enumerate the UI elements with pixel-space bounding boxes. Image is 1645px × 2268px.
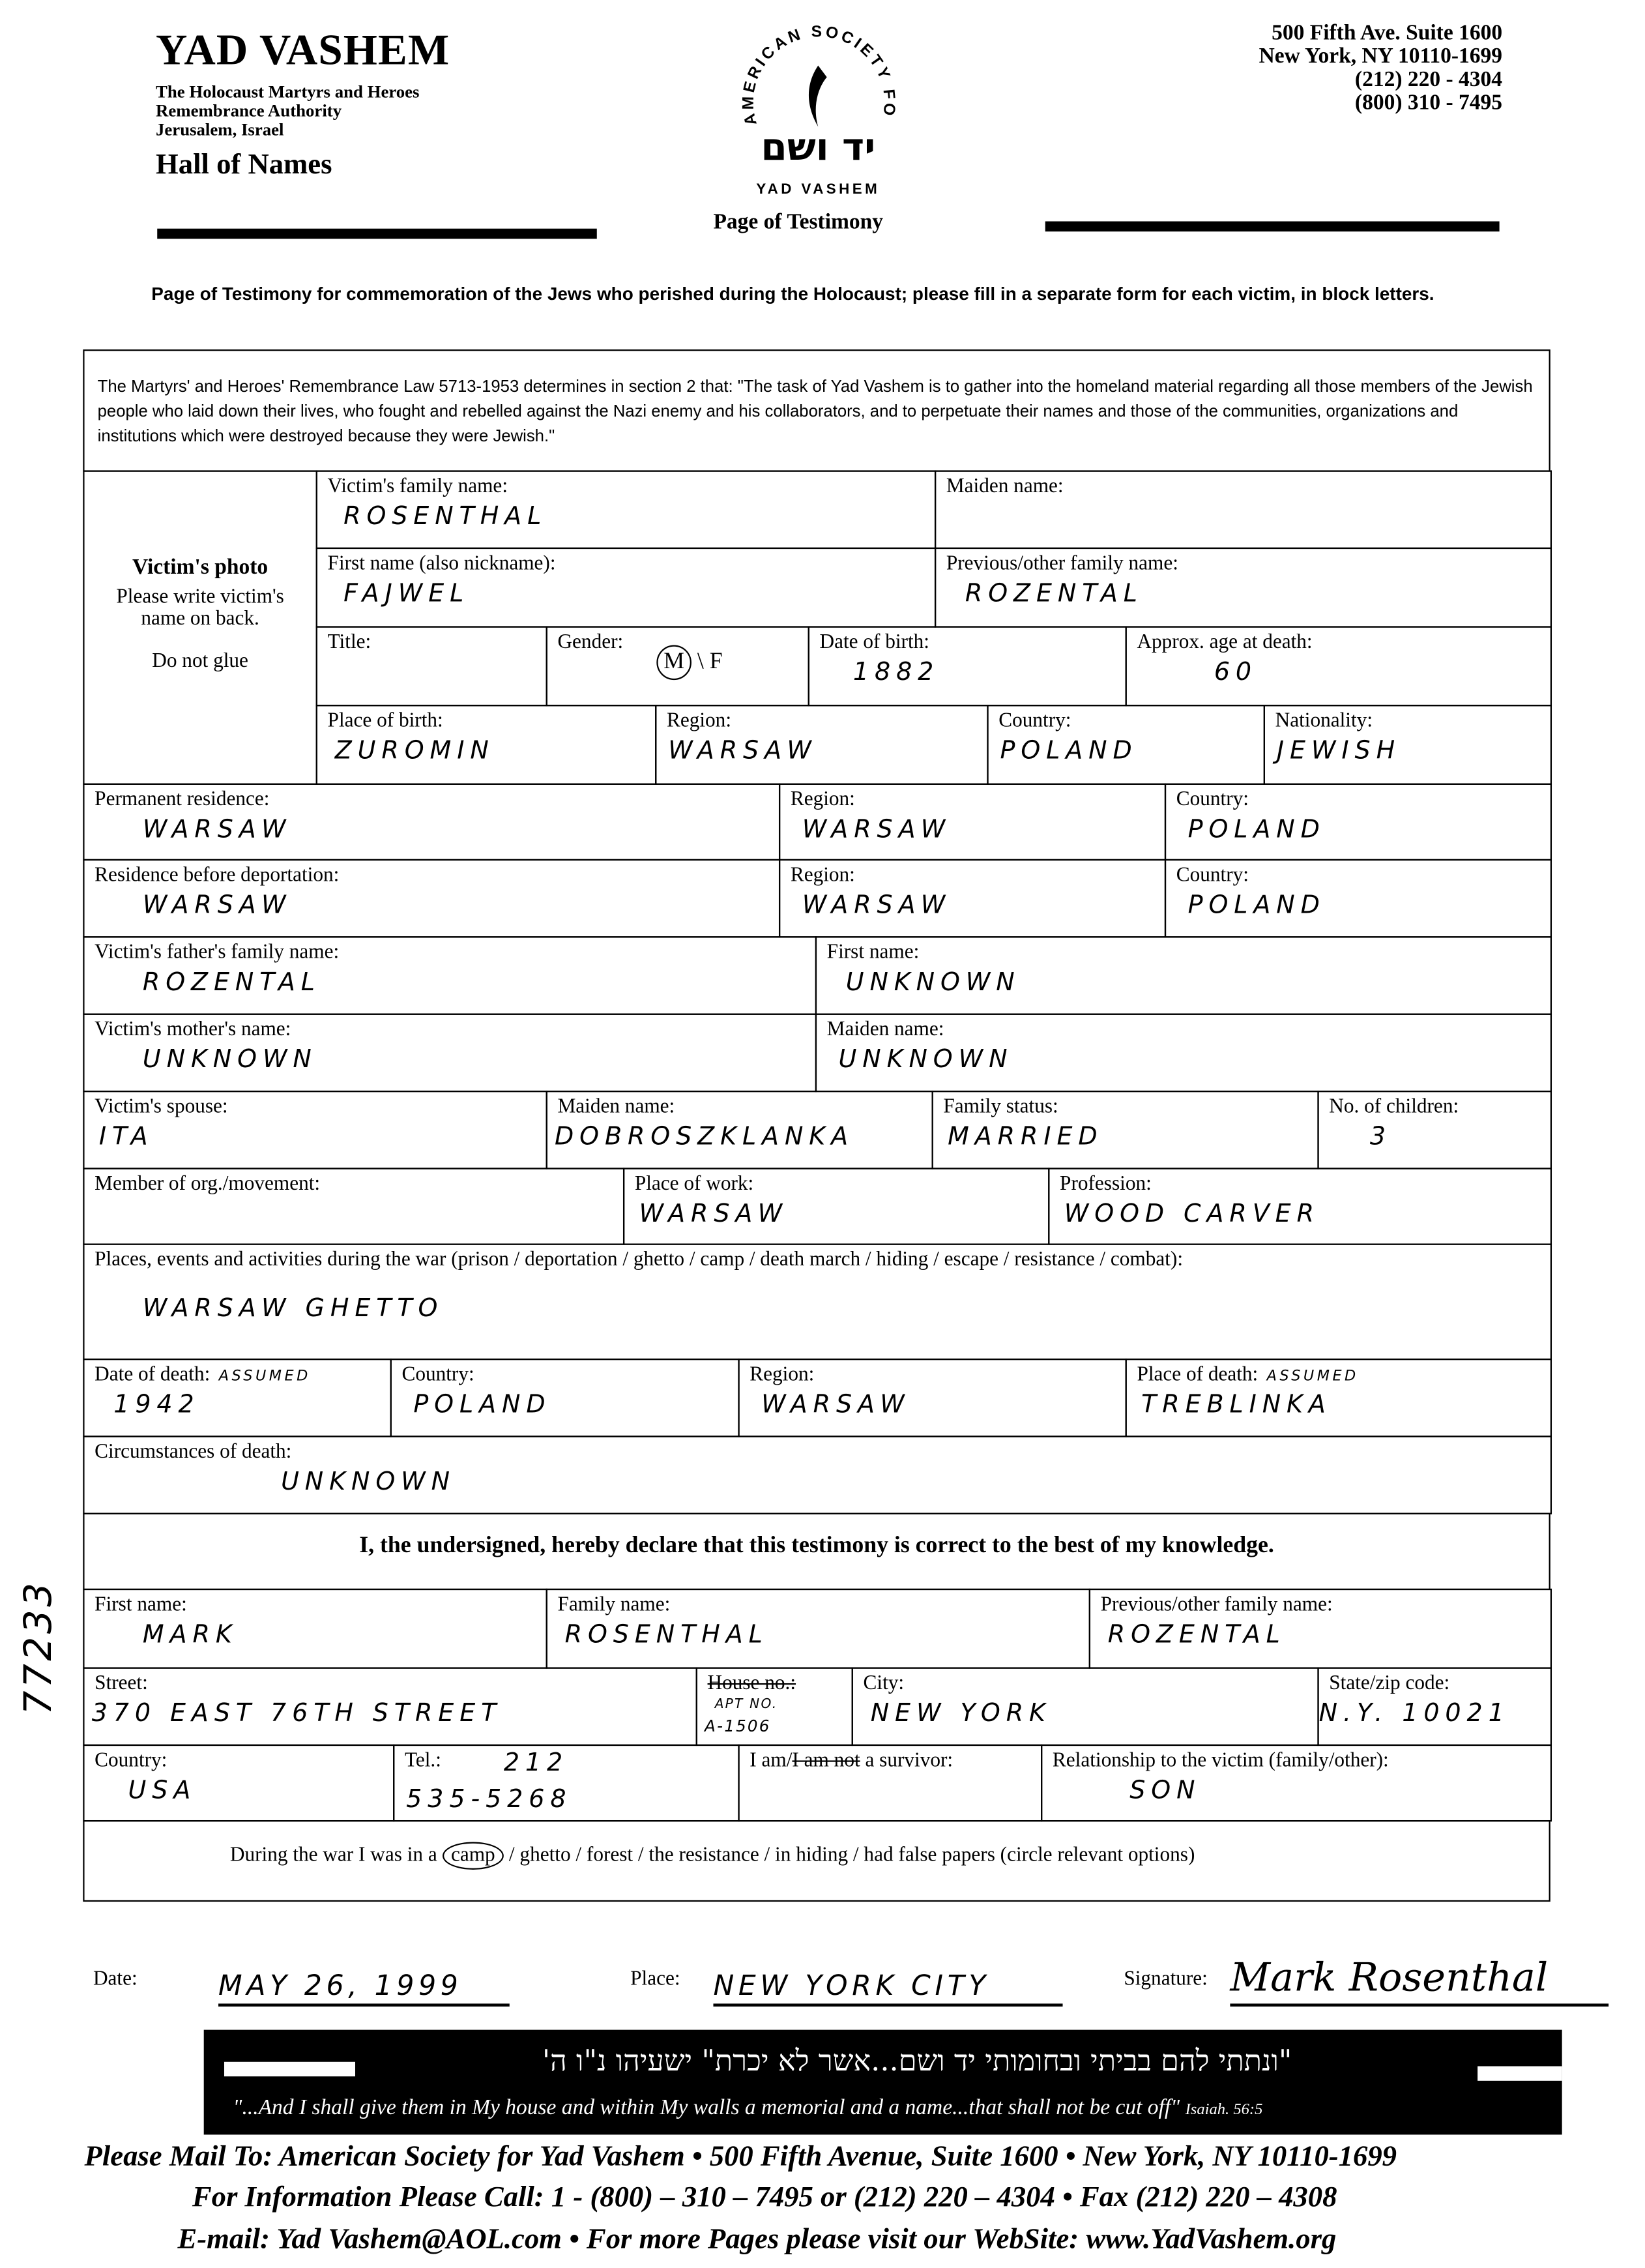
field-label: Victim's family name: <box>327 476 508 498</box>
footer-mail: Please Mail To: American Society for Yad Vashem • 500 Fifth Avenue, Suite 1600 • New York, NY 10110-1699 <box>84 2140 1397 2173</box>
field-label: Places, events and activities during the war (prison / deportation / ghetto / camp / death march / hiding / escape / resistance / combat): <box>95 1249 1184 1271</box>
field-perm-res[interactable] <box>83 784 780 861</box>
field-label: Family name: <box>557 1594 671 1617</box>
field-dep-region[interactable] <box>779 859 1166 938</box>
field-sub-first[interactable] <box>83 1589 547 1669</box>
field-label: Region: <box>750 1364 815 1387</box>
date-label: Date: <box>93 1968 138 1991</box>
svg-text:YAD VASHEM: YAD VASHEM <box>756 181 881 198</box>
field-country[interactable] <box>83 1745 394 1821</box>
field-label: Victim's spouse: <box>95 1096 228 1119</box>
declaration-text: I, the undersigned, hereby declare that this testimony is correct to the best of my knowledge. <box>359 1533 1274 1558</box>
field-value: WARSAW <box>142 891 292 920</box>
field-value: N.Y. 10021 <box>1318 1699 1510 1729</box>
declaration-box <box>83 1513 1550 1590</box>
field-value: USA <box>128 1776 197 1806</box>
quote-english <box>233 2094 1262 2125</box>
svg-text:AMERICAN SOCIETY FOR: AMERICAN SOCIETY FO <box>739 23 899 127</box>
field-value: ROSENTHAL <box>564 1620 768 1650</box>
field-label: Circumstances of death: <box>95 1441 292 1464</box>
field-death-region[interactable] <box>738 1359 1126 1437</box>
field-value: SON <box>1129 1776 1201 1806</box>
field-house[interactable] <box>696 1667 853 1746</box>
field-sub-family[interactable] <box>546 1589 1090 1669</box>
field-label: Region: <box>790 789 855 812</box>
field-label: City: <box>863 1673 905 1695</box>
field-note: ASSUMED <box>218 1368 311 1385</box>
field-children[interactable] <box>1317 1091 1552 1170</box>
field-label: Permanent residence: <box>95 789 270 812</box>
field-value: MARK <box>142 1620 238 1650</box>
field-value: NEW YORK <box>870 1699 1051 1729</box>
field-note: ASSUMED <box>1266 1368 1359 1385</box>
field-spouse-maiden[interactable] <box>546 1091 933 1170</box>
address-line: (800) 310 - 7495 <box>1354 91 1503 115</box>
field-label: Region: <box>666 710 732 733</box>
field-label: Maiden name: <box>557 1096 675 1119</box>
war-status-box <box>83 1820 1550 1902</box>
field-value: ITA <box>98 1123 154 1152</box>
field-label: Family status: <box>943 1096 1058 1119</box>
hall-of-names: Hall of Names <box>155 148 332 181</box>
field-label <box>750 1750 953 1774</box>
field-value: FAJWEL <box>343 579 470 609</box>
gender-options[interactable]: M \ F <box>656 645 722 680</box>
field-value: UNKNOWN <box>845 968 1021 998</box>
field-member[interactable] <box>83 1168 624 1244</box>
field-label: Victim's father's family name: <box>95 942 340 964</box>
field-label: First name (also nickname): <box>327 553 556 576</box>
field-street[interactable] <box>83 1667 697 1746</box>
war-status-options: / ghetto / forest / the resistance / in hiding / had false papers (circle relevant options) <box>508 1844 1195 1867</box>
law-box <box>83 349 1550 472</box>
survivor-label-c: a survivor: <box>860 1750 954 1773</box>
isaiah-quote-banner <box>204 2030 1562 2135</box>
field-value: WARSAW GHETTO <box>142 1294 444 1324</box>
field-mother[interactable] <box>83 1014 817 1093</box>
field-label: Region: <box>790 864 855 887</box>
field-value: POLAND <box>1187 815 1326 845</box>
place-value[interactable]: NEW YORK CITY <box>713 1969 1062 2007</box>
svg-text:יד ושם: יד ושם <box>761 125 876 169</box>
field-death-place[interactable] <box>1126 1359 1552 1437</box>
field-label: State/zip code: <box>1329 1673 1450 1695</box>
field-label: Country: <box>95 1750 167 1773</box>
org-title: YAD VASHEM <box>155 26 450 74</box>
field-label: Maiden name: <box>826 1019 944 1042</box>
field-father-first[interactable] <box>815 936 1552 1015</box>
signature-label: Signature: <box>1124 1968 1208 1991</box>
field-value: WARSAW <box>668 737 817 766</box>
field-label: Approx. age at death: <box>1137 632 1313 654</box>
field-value: 1882 <box>852 658 940 688</box>
field-label: Residence before deportation: <box>95 864 340 887</box>
signature[interactable]: Mark Rosenthal <box>1230 1954 1609 2006</box>
field-value-2: 535-5268 <box>406 1785 572 1815</box>
war-status-camp-circled[interactable]: camp <box>443 1842 504 1870</box>
field-label: Place of birth: <box>327 710 443 733</box>
gender-selected-circled[interactable]: M <box>656 645 691 680</box>
field-spouse[interactable] <box>83 1091 547 1170</box>
quote-hebrew: "ונתתי להם בביתי ובחומותי יד ושם...אשר לא יכרת" ישעיהו נ"ו ה' <box>542 2042 1292 2078</box>
war-status-text <box>230 1845 1195 1868</box>
field-label: Previous/other family name: <box>1100 1594 1333 1617</box>
field-label: Country: <box>998 710 1071 733</box>
house-label-struck: House no.: <box>707 1673 796 1695</box>
field-work-place[interactable] <box>623 1168 1049 1244</box>
field-profession[interactable] <box>1048 1168 1552 1244</box>
war-status-prefix: During the war I was in a <box>229 1844 437 1867</box>
address-line: New York, NY 10110-1699 <box>1259 45 1503 68</box>
org-sub-line: Jerusalem, Israel <box>155 119 284 140</box>
field-label: Country: <box>1176 789 1249 812</box>
field-tel[interactable] <box>393 1745 740 1821</box>
survivor-label-struck: I am not <box>792 1750 860 1773</box>
footer-phone: For Information Please Call: 1 - (800) – 310 – 7495 or (212) 220 – 4304 • Fax (212) 220 – 4308 <box>192 2181 1337 2214</box>
form-title: Page of Testimony <box>713 211 884 235</box>
field-label: Member of org./movement: <box>95 1173 321 1196</box>
field-label: Gender: <box>557 632 624 654</box>
field-relationship[interactable] <box>1041 1745 1552 1821</box>
field-label <box>1137 1364 1358 1389</box>
field-state-zip[interactable] <box>1317 1667 1552 1746</box>
field-family-name[interactable] <box>316 470 937 549</box>
field-label: Relationship to the victim (family/other): <box>1052 1750 1389 1773</box>
field-value: WARSAW <box>639 1200 789 1230</box>
date-value[interactable]: MAY 26, 1999 <box>218 1969 510 2007</box>
field-label: Nationality: <box>1275 710 1373 733</box>
field-value: POLAND <box>413 1391 551 1420</box>
field-gender[interactable] <box>546 626 809 706</box>
address-line: (212) 220 - 4304 <box>1354 68 1503 92</box>
org-sub-line: The Holocaust Martyrs and Heroes <box>155 81 420 102</box>
side-reference-number: 77233 <box>17 1580 61 1715</box>
field-perm-country[interactable] <box>1165 784 1552 861</box>
field-label: Country: <box>401 1364 474 1387</box>
field-label: Victim's mother's name: <box>95 1019 291 1042</box>
place-label: Place: <box>630 1968 680 1991</box>
field-value: POLAND <box>1000 737 1138 766</box>
address-line: 500 Fifth Ave. Suite 1600 <box>1272 22 1503 46</box>
footer-web: E-mail: Yad Vashem@AOL.com • For more Pages please visit our WebSite: www.YadVashem.org <box>177 2223 1337 2256</box>
field-nationality[interactable] <box>1264 705 1552 785</box>
field-label: Country: <box>1176 864 1249 887</box>
field-value: TREBLINKA <box>1141 1391 1332 1420</box>
field-label: Place of work: <box>634 1173 754 1196</box>
field-value: UNKNOWN <box>142 1045 317 1075</box>
intro-text: Page of Testimony for commemoration of the Jews who perished during the Holocaust; please fill in a separate form for each victim, in block letters. <box>151 284 1434 304</box>
photo-note: Please write victim's name on back. <box>116 587 284 631</box>
org-sub-line: Remembrance Authority <box>155 100 342 121</box>
field-value: ROZENTAL <box>142 968 321 998</box>
field-prev-family-name[interactable] <box>935 548 1552 628</box>
field-perm-region[interactable] <box>779 784 1166 861</box>
field-value: MARRIED <box>948 1123 1103 1152</box>
banner-rule <box>1478 2066 1562 2080</box>
field-value: UNKNOWN <box>838 1045 1013 1075</box>
field-death-date[interactable] <box>83 1359 392 1437</box>
field-label-text: Place of death: <box>1137 1364 1259 1387</box>
field-label: Previous/other family name: <box>946 553 1178 576</box>
field-label: Maiden name: <box>946 476 1064 498</box>
field-title[interactable] <box>316 626 547 706</box>
field-dep-res[interactable] <box>83 859 780 938</box>
field-survivor[interactable] <box>738 1745 1042 1821</box>
field-label: Profession: <box>1060 1173 1152 1196</box>
field-maiden-name[interactable] <box>935 470 1552 549</box>
field-value: WOOD CARVER <box>1064 1200 1320 1230</box>
field-death-country[interactable] <box>390 1359 740 1437</box>
photo-glue: Do not glue <box>152 651 248 673</box>
field-dep-country[interactable] <box>1165 859 1552 938</box>
quote-source: Isaiah. 56:5 <box>1185 2101 1263 2119</box>
field-father[interactable] <box>83 936 817 1015</box>
field-label <box>708 1673 796 1696</box>
field-value: 60 <box>1214 658 1258 688</box>
field-label: Date of birth: <box>819 632 929 654</box>
field-value: WARSAW <box>802 891 952 920</box>
field-value: POLAND <box>1187 891 1326 920</box>
field-value: ZUROMIN <box>334 737 495 766</box>
field-label: Title: <box>327 632 371 654</box>
field-value: ROZENTAL <box>1107 1620 1286 1650</box>
field-label: Tel.: <box>404 1750 441 1773</box>
field-value: WARSAW <box>142 815 292 845</box>
field-value: JEWISH <box>1276 737 1401 766</box>
field-value: DOBROSZKLANKA <box>555 1123 854 1152</box>
photo-title: Victim's photo <box>132 556 269 580</box>
field-war-places[interactable] <box>83 1243 1552 1360</box>
field-pob-country[interactable] <box>987 705 1265 785</box>
field-label: Street: <box>95 1673 148 1695</box>
field-dob[interactable] <box>808 626 1127 706</box>
field-value: WARSAW <box>761 1391 910 1420</box>
field-circumstances[interactable] <box>83 1436 1552 1514</box>
field-first-name[interactable] <box>316 548 937 628</box>
field-value: UNKNOWN <box>281 1467 456 1497</box>
field-family-status[interactable] <box>932 1091 1319 1170</box>
field-value: A-1506 <box>705 1716 771 1736</box>
field-label <box>95 1364 311 1389</box>
field-mother-maiden[interactable] <box>815 1014 1552 1093</box>
field-pob[interactable] <box>316 705 657 785</box>
field-label: No. of children: <box>1329 1096 1459 1119</box>
field-city[interactable] <box>852 1667 1319 1746</box>
field-value: ROZENTAL <box>965 579 1143 609</box>
field-value: WARSAW <box>802 815 952 845</box>
field-value: 3 <box>1369 1123 1391 1152</box>
victim-photo-box[interactable] <box>83 470 317 784</box>
survivor-label-a: I am/ <box>750 1750 793 1773</box>
field-label-text: Date of death: <box>95 1364 211 1387</box>
quote-english-text: "...And I shall give them in My house and within My walls a memorial and a name...that shall not be cut off" <box>233 2097 1180 2121</box>
field-label: First name: <box>826 942 920 964</box>
field-value: 370 EAST 76TH STREET <box>91 1699 502 1729</box>
field-age[interactable] <box>1126 626 1552 706</box>
field-sub-prev[interactable] <box>1089 1589 1552 1669</box>
field-label: First name: <box>95 1594 187 1617</box>
field-note: APT NO. <box>714 1698 778 1713</box>
field-value: 1942 <box>113 1391 200 1420</box>
field-value: 212 <box>503 1748 569 1778</box>
law-text: The Martyrs' and Heroes' Remembrance Law 5713-1953 determines in section 2 that: "The task of Yad Vashem is to gather into the homeland material regarding all those members of the Jewish people who laid down their lives, who fought and rebelled against the Nazi enemy and his collaborators, and to perpetuate their names and those of the communities, organizations and institutions which were destroyed because they were Jewish." <box>97 378 1533 446</box>
banner-rule <box>224 2062 355 2076</box>
field-value: ROSENTHAL <box>343 502 547 532</box>
field-pob-region[interactable] <box>655 705 988 785</box>
